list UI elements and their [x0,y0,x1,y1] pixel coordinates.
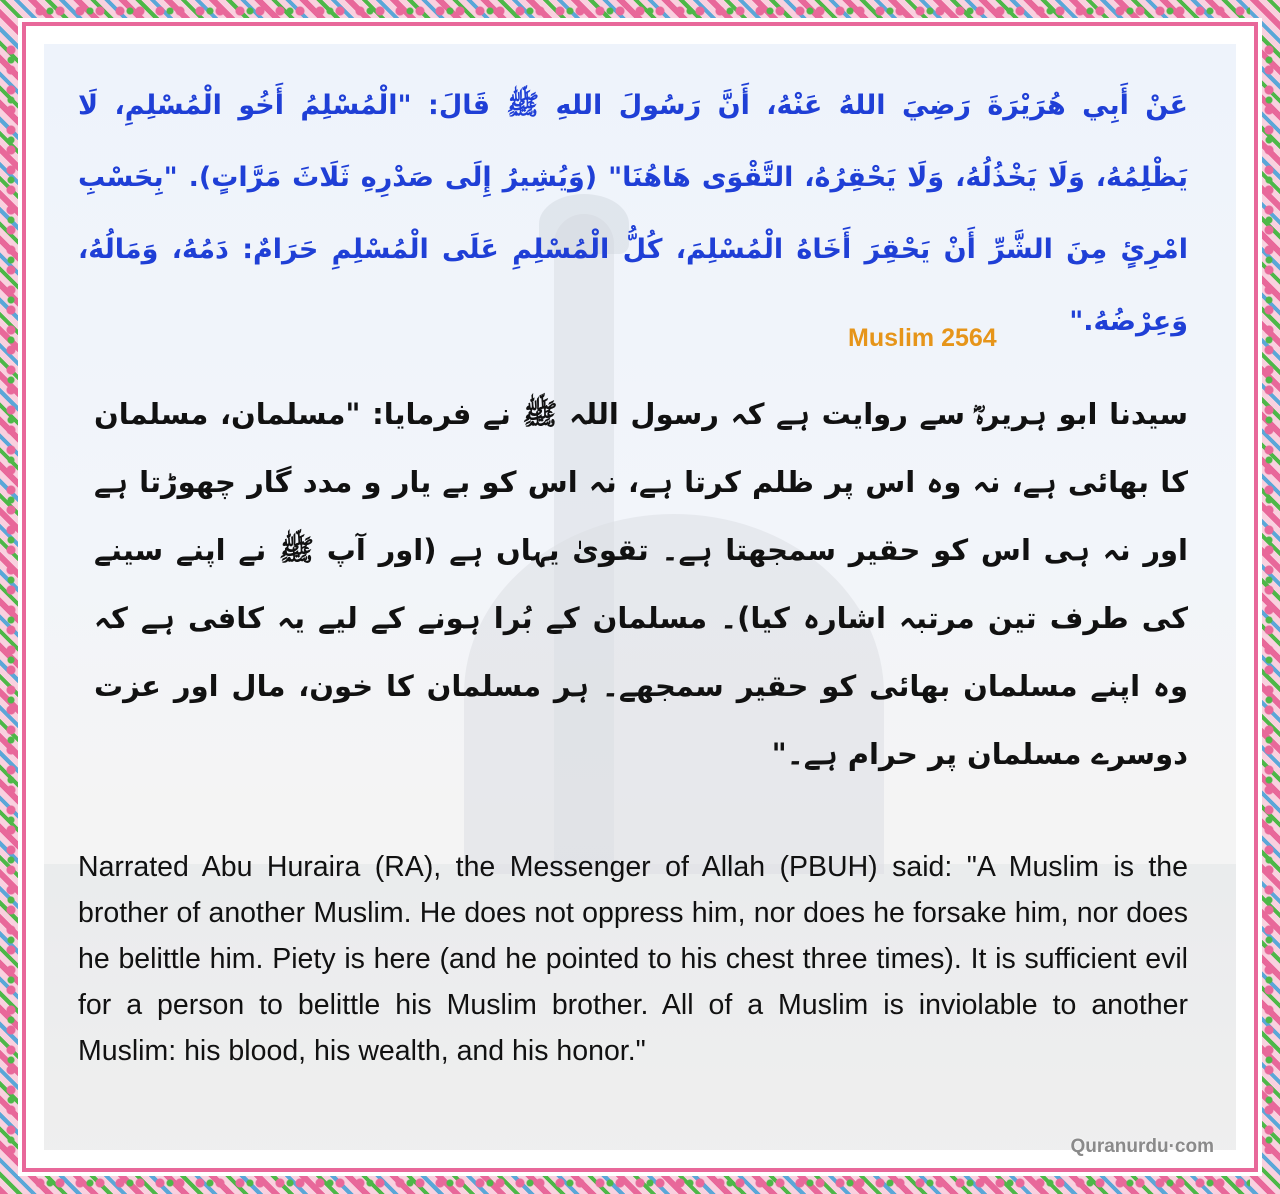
hadith-reference: Muslim 2564 [848,324,997,352]
english-translation: Narrated Abu Huraira (RA), the Messenger of Allah (PBUH) said: "A Muslim is the brother of another Muslim. He does not oppress him, nor does he forsake him, nor does he belittle him. Piety is here (and he pointed to his chest three times). It is sufficient evil for a person to belittle his Muslim brother. All of a Muslim is inviolable to another Muslim: his blood, his wealth, and his honor." [78,851,1188,1067]
content-panel [44,44,1236,1150]
border-pattern-top [30,2,1250,20]
border-pattern-bottom [30,1174,1250,1192]
site-watermark: Quranurdu·com [1070,1136,1214,1157]
urdu-translation: سیدنا ابو ہریرہؓ سے روایت ہے کہ رسول اللہ ﷺ نے فرمایا: "مسلمان، مسلمان کا بھائی ہے، نہ وہ اس پر ظلم کرتا ہے، نہ اس کو بے یار و مدد گار چھوڑتا ہے اور نہ ہی اس کو حقیر سمجھتا ہے۔ تقویٰ یہاں ہے (اور آپ ﷺ نے اپنے سینے کی طرف تین مرتبہ اشارہ کیا)۔ مسلمان کے بُرا ہونے کے لیے یہ کافی ہے کہ وہ اپنے مسلمان بھائی کو حقیر سمجھے۔ ہر مسلمان کا خون، مال اور عزت دوسرے مسلمان پر حرام ہے۔" [94,397,1188,771]
arabic-hadith-text: عَنْ أَبِي هُرَيْرَةَ رَضِيَ اللهُ عَنْهُ، أَنَّ رَسُولَ اللهِ ﷺ قَالَ: "الْمُسْلِمُ أَخُو الْمُسْلِمِ، لَا يَظْلِمُهُ، وَلَا يَخْذُلُهُ، وَلَا يَحْقِرُهُ، التَّقْوَى هَاهُنَا" (وَيُشِيرُ إِلَى صَدْرِهِ ثَلَاثَ مَرَّاتٍ). "بِحَسْبِ امْرِئٍ مِنَ الشَّرِّ أَنْ يَحْقِرَ أَخَاهُ الْمُسْلِمَ، كُلُّ الْمُسْلِمِ عَلَى الْمُسْلِمِ حَرَامٌ: دَمُهُ، وَمَالُهُ، وَعِرْضُهُ." [78,90,1188,337]
border-pattern-left [2,40,20,1154]
border-pattern-right [1260,40,1278,1154]
